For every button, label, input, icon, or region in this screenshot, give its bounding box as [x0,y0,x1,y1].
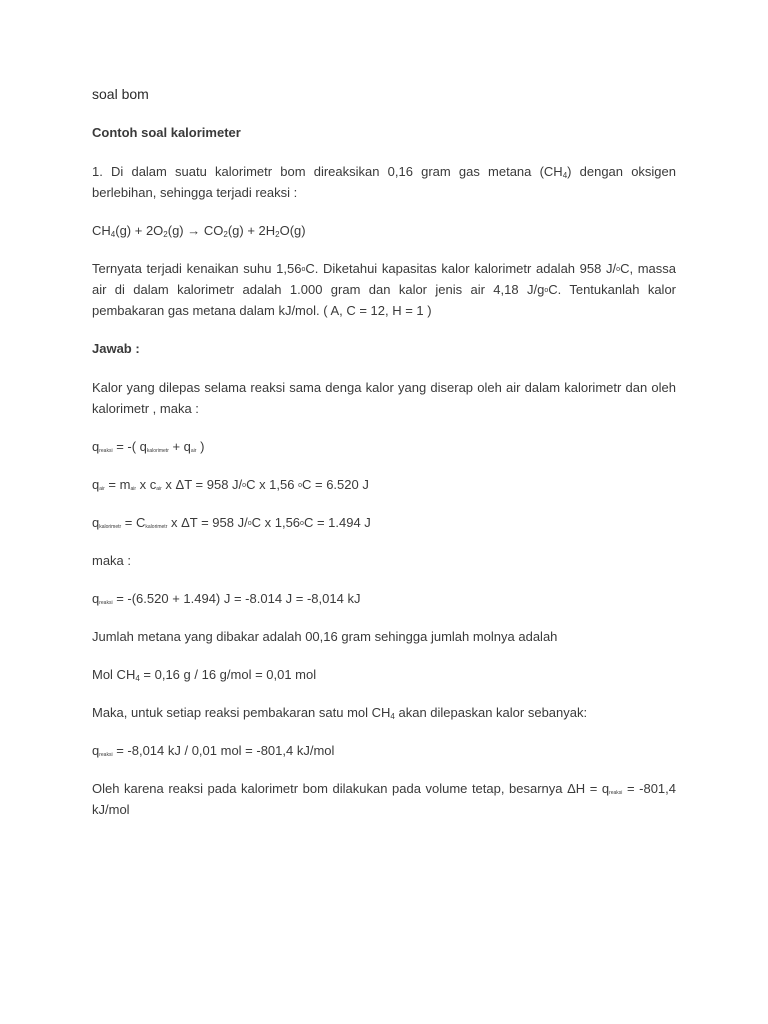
subscript-air: air [190,448,197,454]
eq2-e: C = 6.520 J [302,477,369,492]
question-paragraph [92,161,676,203]
q-symbol: q [92,743,100,758]
degree-symbol: o [300,520,304,527]
eq1-mid: = -( q [112,439,147,454]
q-symbol: q [92,477,100,492]
equation-q-air [92,474,676,495]
reaction-h2o-sub: 2 [275,230,280,239]
subscript-kalorimetr: kalorimetr [145,524,168,530]
eq2-a: = m [104,477,131,492]
document-page [92,84,676,837]
eq2-d: C x 1,56 [246,477,299,492]
document-title: soal bom [92,86,149,102]
subscript-air: air [156,486,162,492]
reaction-mid1: (g) + 2O [115,223,164,238]
given-text-d: C. Tentukanlah kalor pembakaran gas metana dalam kJ/mol. ( A, C = 12, H = 1 ) [92,282,677,318]
given-data-paragraph [92,258,676,321]
conclusion-text-b: = -801,4 kJ/mol [92,781,676,817]
degree-symbol: o [298,482,302,489]
explanation-paragraph-1: Kalor yang dilepas selama reaksi sama denga kalor yang diserap oleh air dalam kalorimetr dan oleh kalorimetr , maka : [92,380,676,416]
explain3-text-a: Maka, untuk setiap reaksi pembakaran satu mol CH [92,705,391,720]
answer-heading: Jawab : [92,341,140,356]
subscript-reaksi: reaksi [99,752,113,758]
equation-q-reaksi-result [92,588,676,609]
reaction-equation [92,220,676,241]
equation-mol [92,664,676,685]
explanation-paragraph-2: Jumlah metana yang dibakar adalah 00,16 gram sehingga jumlah molnya adalah [92,629,558,644]
mol-text-a: Mol CH [92,667,136,682]
reaction-co2-sub: 2 [223,230,228,239]
methane-subscript: 4 [135,674,140,683]
degree-symbol: o [301,266,306,273]
q-symbol: q [92,515,100,530]
reaction-mid2: (g) → CO [167,223,224,238]
mol-text-b: = 0,16 g / 16 g/mol = 0,01 mol [139,667,317,682]
eq4-rest: = -(6.520 + 1.494) J = -8.014 J = -8,014 kJ [112,591,361,606]
section-heading: Contoh soal kalorimeter [92,125,241,140]
given-text-a: Ternyata terjadi kenaikan suhu 1,56 [92,261,302,276]
reaction-ch: CH [92,223,111,238]
reaction-end: O(g) [279,223,306,238]
eq1-plus: + q [168,439,191,454]
eq5-rest: = -8,014 kJ / 0,01 mol = -801,4 kJ/mol [112,743,335,758]
subscript-air: air [99,486,105,492]
given-text-b: C. Diketahui kapasitas kalor kalorimetr adalah 958 J/ [305,261,617,276]
question-text-a: 1. Di dalam suatu kalorimetr bom direaksikan 0,16 gram gas metana (CH [92,164,563,179]
eq3-b: x ΔT = 958 J/ [167,515,248,530]
degree-symbol: o [242,482,247,489]
subscript-reaksi: reaksi [99,600,113,606]
conclusion-text-a: Oleh karena reaksi pada kalorimetr bom dilakukan pada volume tetap, besarnya ΔH = q [92,781,610,796]
equation-q-per-mol [92,740,676,761]
methane-subscript: 4 [390,712,395,721]
reaction-o2-sub: 2 [163,230,168,239]
question-text-b: ) dengan oksigen berlebihan, sehingga terjadi reaksi : [92,164,677,200]
eq2-c: x ΔT = 958 J/ [161,477,243,492]
degree-symbol: o [247,520,252,527]
maka-label: maka : [92,553,132,568]
q-symbol: q [92,591,100,606]
subscript-reaksi: reaksi [99,448,113,454]
explain3-text-b: akan dilepaskan kalor sebanyak: [394,705,588,720]
eq3-d: C = 1.494 J [303,515,371,530]
eq2-b: x c [136,477,157,492]
methane-subscript: 4 [562,171,568,180]
conclusion-paragraph [92,778,676,820]
eq3-a: = C [121,515,146,530]
equation-q-reaksi [92,436,676,457]
equation-q-kalorimetr [92,512,676,533]
subscript-kalorimetr: kalorimetr [146,448,169,454]
subscript-reaksi: reaksi [609,790,623,796]
given-text-c: C, massa air di dalam kalorimetr adalah 1.000 gram dan kalor jenis air 4,18 J/g [92,261,677,297]
degree-symbol: o [616,266,621,273]
reaction-mid3: (g) + 2H [227,223,276,238]
explanation-paragraph-3 [92,702,676,723]
subscript-air: air [130,486,137,492]
reaction-ch-sub: 4 [110,230,116,239]
degree-symbol: o [544,287,549,294]
eq1-end: ) [196,439,205,454]
subscript-kalorimetr: kalorimetr [99,524,122,530]
eq3-c: C x 1,56 [251,515,301,530]
q-symbol: q [92,439,100,454]
